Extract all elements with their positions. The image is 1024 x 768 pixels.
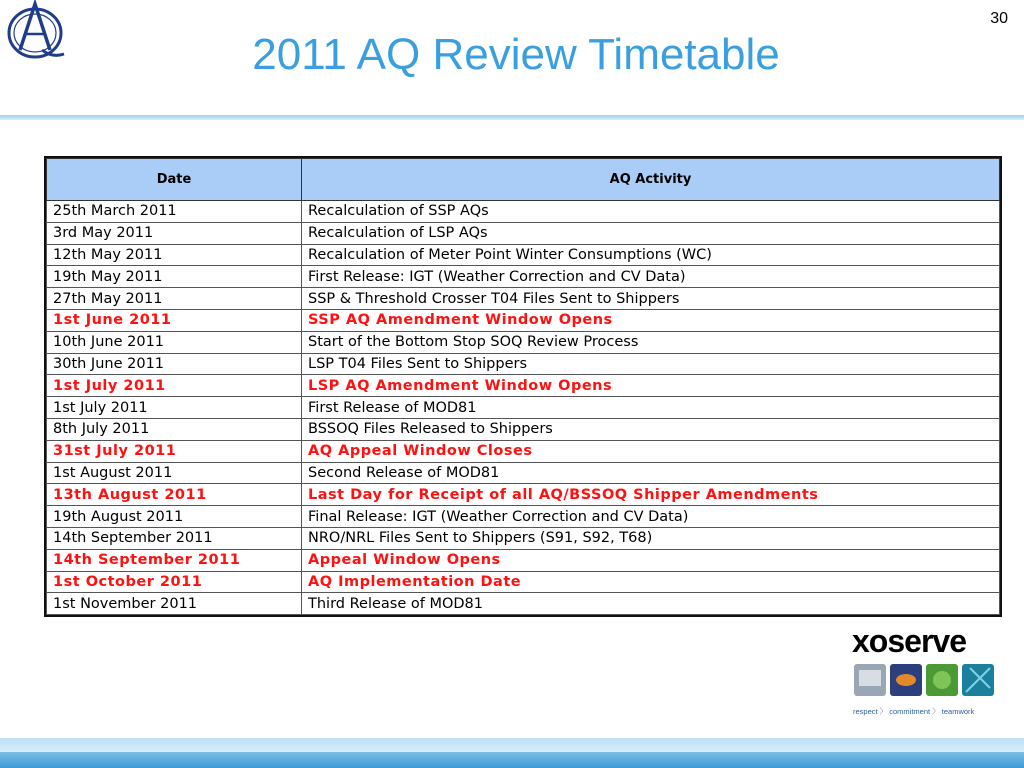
- date-cell: 1st November 2011: [47, 593, 302, 615]
- date-cell: 10th June 2011: [47, 331, 302, 353]
- activity-cell: Second Release of MOD81: [302, 462, 1000, 484]
- table-row: [47, 331, 1000, 353]
- activity-cell: First Release: IGT (Weather Correction and CV Data): [302, 266, 1000, 288]
- date-cell: 13th August 2011: [47, 484, 302, 506]
- activity-cell: Final Release: IGT (Weather Correction and CV Data): [302, 506, 1000, 528]
- activity-cell: Third Release of MOD81: [302, 593, 1000, 615]
- title-divider: [0, 115, 1024, 120]
- table-row: [47, 549, 1000, 571]
- xoserve-brand-icon: [850, 622, 1002, 706]
- table-row: [47, 593, 1000, 615]
- table-row: [47, 397, 1000, 419]
- activity-cell: Recalculation of SSP AQs: [302, 201, 1000, 223]
- date-cell: 1st June 2011: [47, 309, 302, 331]
- table-header-row: [47, 159, 1000, 201]
- activity-cell: SSP AQ Amendment Window Opens: [302, 309, 1000, 331]
- activity-cell: LSP T04 Files Sent to Shippers: [302, 353, 1000, 375]
- table-row: [47, 266, 1000, 288]
- date-cell: 14th September 2011: [47, 549, 302, 571]
- table-row: [47, 506, 1000, 528]
- activity-cell: Recalculation of Meter Point Winter Consumptions (WC): [302, 244, 1000, 266]
- date-cell: 1st August 2011: [47, 462, 302, 484]
- date-cell: 1st July 2011: [47, 397, 302, 419]
- activity-cell: SSP & Threshold Crosser T04 Files Sent to Shippers: [302, 288, 1000, 310]
- column-header-activity: AQ Activity: [302, 159, 1000, 201]
- date-cell: 14th September 2011: [47, 527, 302, 549]
- table-row: [47, 288, 1000, 310]
- activity-cell: First Release of MOD81: [302, 397, 1000, 419]
- activity-cell: LSP AQ Amendment Window Opens: [302, 375, 1000, 397]
- date-cell: 19th August 2011: [47, 506, 302, 528]
- footer-band-dark: [0, 752, 1024, 768]
- date-cell: 8th July 2011: [47, 418, 302, 440]
- activity-cell: Appeal Window Opens: [302, 549, 1000, 571]
- date-cell: 19th May 2011: [47, 266, 302, 288]
- table-row: [47, 571, 1000, 593]
- date-cell: 30th June 2011: [47, 353, 302, 375]
- table-row: [47, 527, 1000, 549]
- table-row: [47, 309, 1000, 331]
- table-row: [47, 375, 1000, 397]
- activity-cell: NRO/NRL Files Sent to Shippers (S91, S92, T68): [302, 527, 1000, 549]
- activity-cell: AQ Implementation Date: [302, 571, 1000, 593]
- timetable-table: [44, 156, 1002, 617]
- activity-cell: Recalculation of LSP AQs: [302, 222, 1000, 244]
- brand-tagline: respect 〉 commitment 〉 teamwork: [853, 707, 975, 716]
- table-body: [47, 201, 1000, 615]
- table-row: [47, 222, 1000, 244]
- date-cell: 25th March 2011: [47, 201, 302, 223]
- table-row: [47, 201, 1000, 223]
- table-row: [47, 484, 1000, 506]
- table-row: [47, 462, 1000, 484]
- activity-cell: Last Day for Receipt of all AQ/BSSOQ Shipper Amendments: [302, 484, 1000, 506]
- date-cell: 1st July 2011: [47, 375, 302, 397]
- footer-band-light: [0, 738, 1024, 752]
- brand-wordmark: xoserve: [852, 623, 966, 659]
- date-cell: 31st July 2011: [47, 440, 302, 462]
- date-cell: 27th May 2011: [47, 288, 302, 310]
- column-header-date: Date: [47, 159, 302, 201]
- xoserve-logo: [850, 622, 1002, 718]
- table-row: [47, 244, 1000, 266]
- slide-number: 30: [990, 10, 1008, 27]
- activity-cell: Start of the Bottom Stop SOQ Review Process: [302, 331, 1000, 353]
- table-row: [47, 418, 1000, 440]
- date-cell: 3rd May 2011: [47, 222, 302, 244]
- date-cell: 12th May 2011: [47, 244, 302, 266]
- activity-cell: BSSOQ Files Released to Shippers: [302, 418, 1000, 440]
- slide-title: 2011 AQ Review Timetable: [252, 30, 780, 79]
- table-row: [47, 440, 1000, 462]
- date-cell: 1st October 2011: [47, 571, 302, 593]
- activity-cell: AQ Appeal Window Closes: [302, 440, 1000, 462]
- table-row: [47, 353, 1000, 375]
